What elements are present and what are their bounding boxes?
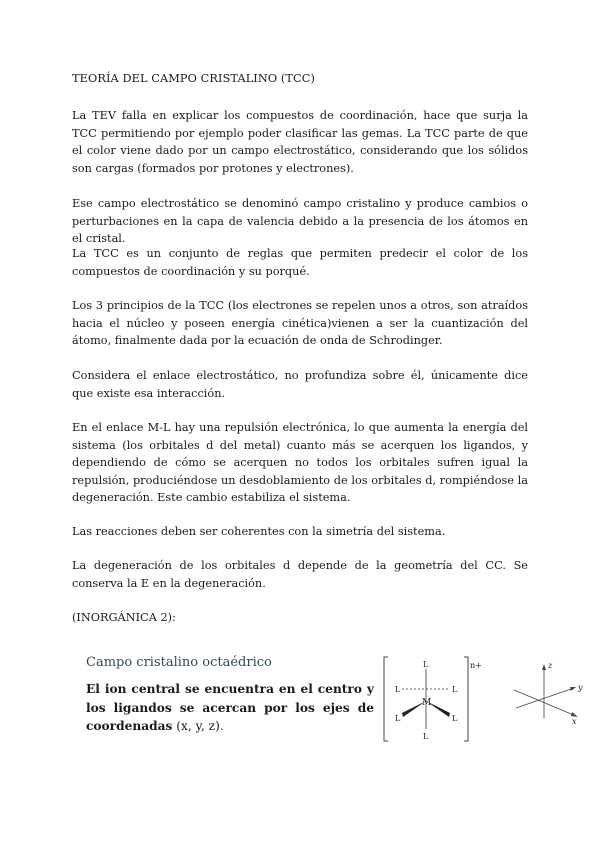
document-title: TEORÍA DEL CAMPO CRISTALINO (TCC) <box>72 72 316 85</box>
z-label: z <box>548 661 553 670</box>
metal-center: M <box>422 698 432 708</box>
paragraph: En el enlace M-L hay una repulsión electrónica, lo que aumenta la energía del sistema (los orbitales d del metal) cuanto más se acerquen los ligandos, y dependiendo de cómo se acerquen no todos los orbitales sufren igual la repulsión, produciéndose un desdoblamiento de los orbitales d, rompiéndose la degeneración. Este cambio estabiliza el sistema. <box>72 421 528 505</box>
complex-charge: n+ <box>470 661 482 670</box>
left-bracket <box>384 657 388 741</box>
octahedral-description-bold: El ion central se encuentra en el centro y los ligandos se acercan por los ejes de coordenadas <box>86 682 374 733</box>
paragraph: Ese campo electrostático se denominó campo cristalino y produce cambios o perturbaciones en la capa de valencia debido a la presencia de los átomos en el cristal. <box>72 197 528 246</box>
y-axis <box>516 688 574 708</box>
paragraph: La TCC es un conjunto de reglas que permiten predecir el color de los compuestos de coordinación y su porqué. <box>72 247 528 278</box>
paragraph: Las reacciones deben ser coherentes con la simetría del sistema. <box>72 525 446 538</box>
octahedral-description <box>86 680 374 736</box>
ligand-back-left: L <box>395 685 401 694</box>
section-label: (INORGÁNICA 2): <box>72 611 176 624</box>
ligand-bottom: L <box>423 732 429 741</box>
ligand-back-right: L <box>452 685 458 694</box>
z-arrow <box>542 664 546 670</box>
coordinate-axes-diagram <box>506 660 586 730</box>
octahedral-complex-diagram <box>380 655 490 745</box>
paragraph: Considera el enlace electrostático, no profundiza sobre él, únicamente dice que existe esa interacción. <box>72 369 528 400</box>
paragraph: La degeneración de los orbitales d depende de la geometría del CC. Se conserva la E en la degeneración. <box>72 559 528 590</box>
octahedral-heading: Campo cristalino octaédrico <box>86 655 272 670</box>
ligand-front-right: L <box>452 714 458 723</box>
paragraph: La TEV falla en explicar los compuestos de coordinación, hace que surja la TCC permitiendo por ejemplo poder clasificar las gemas. La TCC parte de que el color viene dado por un campo electrostático, considerando que los sólidos son cargas (formados por protones y electrones). <box>72 109 528 175</box>
paragraph: Los 3 principios de la TCC (los electrones se repelen unos a otros, son atraídos hacia el núcleo y poseen energía cinética)vienen a ser la cuantización del átomo, finalmente dada por la ecuación de onda de Schrodinger. <box>72 299 528 348</box>
ligand-top: L <box>423 660 429 669</box>
y-label: y <box>578 683 583 692</box>
octahedral-description-plain: (x, y, z). <box>172 719 224 733</box>
x-label: x <box>572 717 577 726</box>
x-axis <box>514 690 576 716</box>
right-bracket <box>464 657 468 741</box>
y-arrow <box>570 687 576 691</box>
ligand-front-left: L <box>395 714 401 723</box>
